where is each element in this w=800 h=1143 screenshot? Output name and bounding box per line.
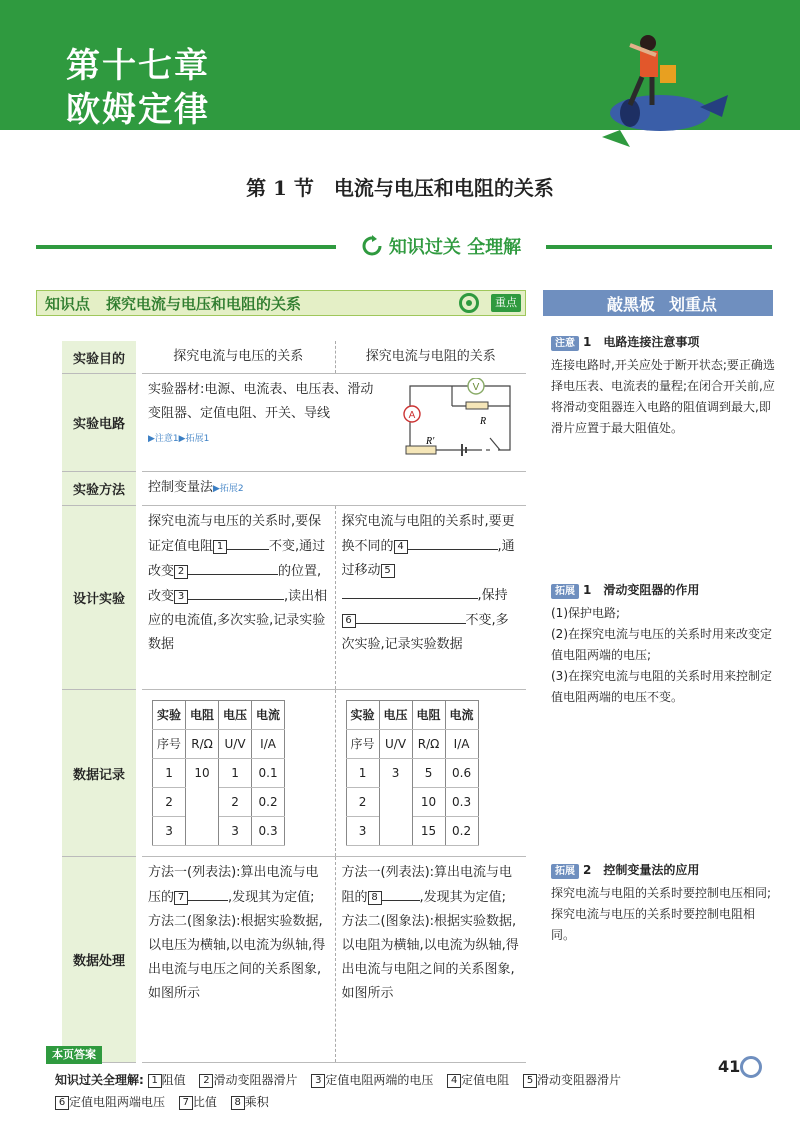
- purpose-left: 探究电流与电压的关系: [139, 341, 335, 374]
- ammeter-label: A: [408, 410, 416, 421]
- blank-number: 8: [368, 891, 382, 905]
- blank-number: 1: [213, 540, 227, 554]
- data-table-voltage: 实验 电阻 电压 电流 序号 R/Ω U/V I/A 1 10 1 0.1 2 2 0.2 3 3 0.3: [152, 700, 285, 846]
- knowledge-banner: [36, 237, 772, 258]
- row-label: 实验电路: [62, 374, 139, 472]
- sidebar-extension-2: 拓展 2 控制变量法的应用 探究电流与电阻的关系时要控制电压相同;探究电流与电压的关系时要控制电阻相同。: [551, 863, 772, 942]
- method-cell: 控制变量法▶拓展2: [139, 472, 526, 506]
- row-label: 数据处理: [62, 857, 139, 1063]
- answers-line-1: 知识过关全理解: 1 阻值 2 滑动变阻器滑片 3 定值电阻两端的电压 4 定值电阻 5 滑动变阻器滑片: [55, 1073, 622, 1087]
- page-ring-icon: [740, 1056, 762, 1078]
- blank-number: 4: [394, 540, 408, 554]
- divider: [546, 245, 772, 249]
- blank-number: 7: [174, 891, 188, 905]
- row-label: 实验目的: [62, 341, 139, 374]
- data-table-resistance: 实验 电压 电阻 电流 序号 U/V R/Ω I/A 1 3 5 0.6 2 10 0.3 3 15 0.2: [346, 700, 479, 846]
- data-left: [139, 690, 335, 857]
- answers-line-2: 6 定值电阻两端电压 7 比值 8 乘积: [55, 1093, 279, 1111]
- row-label: 实验方法: [62, 472, 139, 506]
- extension-tag: 拓展: [551, 864, 579, 879]
- design-left: 探究电流与电压的关系时,要保证定值电阻 1 不变,通过改变 2 的位置,改变 3 ,读出相应的电流值,多次实验,记录实验数据: [139, 506, 335, 690]
- note-tag: 注意: [551, 336, 579, 351]
- key-point-badge: 重点: [491, 294, 521, 312]
- answer-blank[interactable]: [356, 608, 466, 624]
- knowledge-point-header: [36, 290, 526, 316]
- note-link[interactable]: ▶拓展2: [213, 484, 244, 494]
- voltmeter-label: V: [472, 382, 480, 393]
- rheostat-label: R′: [426, 436, 435, 447]
- chapter-title: 第十七章 欧姆定律: [66, 46, 210, 130]
- knowledge-banner-label: 知识过关 全理解: [336, 231, 546, 261]
- answer-blank[interactable]: [227, 534, 269, 550]
- blank-number: 6: [342, 614, 356, 628]
- section-title: 第 1 节 电流与电压和电阻的关系: [246, 176, 554, 200]
- answer-blank[interactable]: [188, 885, 228, 901]
- design-right: 探究电流与电阻的关系时,要更换不同的 4 ,通过移动 5,保持6 不变,多次实验,记录实验数据: [335, 506, 526, 690]
- target-icon: [459, 293, 479, 313]
- answer-blank[interactable]: [382, 885, 420, 901]
- equipment-text: 实验器材:电源、电流表、电压表、滑动变阻器、定值电阻、开关、导线: [148, 382, 374, 421]
- knowledge-point-title: 探究电流与电压和电阻的关系: [106, 294, 302, 313]
- page-number: 41: [718, 1057, 741, 1076]
- knowledge-point-label: 知识点: [45, 294, 91, 313]
- sidebar-title: 敲黑板 划重点: [543, 290, 773, 316]
- row-label: 数据记录: [62, 690, 139, 857]
- purpose-right: 探究电流与电阻的关系: [335, 341, 526, 374]
- process-right: 方法一(列表法):算出电流与电阻的 8 ,发现其为定值; 方法二(图象法):根据实验数据,以电阻为横轴,以电流为纵轴,得出电流与电阻之间的关系图象,如图所示: [335, 857, 526, 1063]
- data-right: [335, 690, 526, 857]
- refresh-icon: [361, 235, 383, 257]
- blank-number: 2: [174, 565, 188, 579]
- blank-number: 3: [174, 590, 188, 604]
- rocket-girl-illustration: [590, 25, 730, 150]
- sidebar-note-1: 注意 1 电路连接注意事项 连接电路时,开关应处于断开状态;要正确选择电压表、电流表的量程;在闭合开关前,应将滑动变阻器连入电路的阻值调到最大,即滑片应置于最大阻值处。: [551, 335, 775, 435]
- resistor-label: R: [480, 416, 487, 427]
- row-label: 设计实验: [62, 506, 139, 690]
- answers-header: 本页答案: [46, 1046, 102, 1064]
- experiment-table: [62, 341, 526, 1063]
- divider: [36, 245, 336, 249]
- answer-blank[interactable]: [188, 559, 278, 575]
- circuit-diagram: [390, 378, 520, 466]
- extension-tag: 拓展: [551, 584, 579, 599]
- circuit-cell: [139, 374, 526, 472]
- answer-blank[interactable]: [342, 583, 478, 599]
- sidebar-extension-1: 拓展 1 滑动变阻器的作用 (1)保护电路; (2)在探究电流与电压的关系时用来改变定值电阻两端的电压; (3)在探究电流与电阻的关系时用来控制定值电阻两端的电压不变。: [551, 583, 772, 704]
- note-link[interactable]: ▶注意1▶拓展1: [148, 434, 210, 444]
- blank-number: 5: [381, 564, 395, 578]
- answer-blank[interactable]: [408, 534, 498, 550]
- process-left: 方法一(列表法):算出电流与电压的 7 ,发现其为定值; 方法二(图象法):根据实验数据,以电压为横轴,以电流为纵轴,得出电流与电压之间的关系图象,如图所示: [139, 857, 335, 1063]
- answer-blank[interactable]: [188, 584, 284, 600]
